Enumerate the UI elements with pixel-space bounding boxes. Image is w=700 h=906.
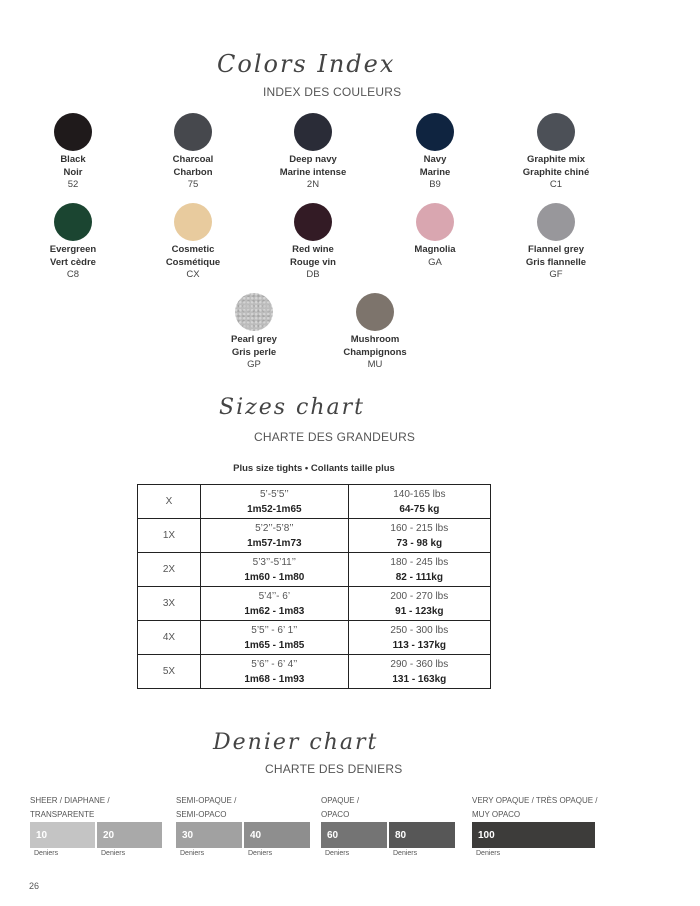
color-code: GP <box>247 359 261 370</box>
denier-group <box>472 794 598 857</box>
denier-group-label-line2: OPACO <box>321 810 350 819</box>
height-cell <box>201 553 349 587</box>
color-dot <box>356 293 394 331</box>
weight-imperial: 140-165 lbs <box>393 488 446 500</box>
color-name-en: Magnolia <box>414 244 456 255</box>
height-cell <box>201 621 349 655</box>
height-imperial: 5’6’’ - 6’ 4’’ <box>251 658 298 670</box>
denier-unit-label: Deniers <box>325 850 350 857</box>
color-swatch <box>315 293 435 372</box>
weight-cell <box>348 485 490 519</box>
denier-group <box>176 794 310 857</box>
denier-group-label-line1: VERY OPAQUE / TRÈS OPAQUE / <box>472 796 598 805</box>
color-swatch <box>133 203 253 282</box>
color-swatch <box>375 113 495 192</box>
denier-value-box: 60 <box>321 822 387 848</box>
denier-unit-label: Deniers <box>180 850 205 857</box>
color-dot <box>537 203 575 241</box>
color-name-en: Charcoal <box>172 154 214 165</box>
weight-metric: 113 - 137kg <box>392 639 447 651</box>
denier-group-label-line2: MUY OPACO <box>472 810 521 819</box>
color-swatch <box>496 203 616 282</box>
color-name-fr: Gris flannelle <box>525 256 587 268</box>
color-dot <box>174 113 212 151</box>
color-name-fr: Gris perle <box>231 346 277 358</box>
denier-value-box: 80 <box>389 822 455 848</box>
size-table-caption: Plus size tights • Collants taille plus <box>233 463 395 474</box>
color-swatch <box>133 113 253 192</box>
denier-group-label-line2: TRANSPARENTE <box>30 810 95 819</box>
height-imperial: 5’-5’5’’ <box>259 488 289 500</box>
color-name-fr: Marine intense <box>279 166 347 178</box>
color-dot <box>294 203 332 241</box>
table-row <box>138 553 491 587</box>
color-name-en: Cosmetic <box>171 244 215 255</box>
color-swatch <box>253 113 373 192</box>
height-metric: 1m68 - 1m93 <box>244 673 305 685</box>
weight-imperial: 180 - 245 lbs <box>390 556 449 568</box>
weight-metric: 64-75 kg <box>399 503 440 515</box>
denier-unit-label: Deniers <box>248 850 273 857</box>
weight-imperial: 290 - 360 lbs <box>390 658 449 670</box>
table-row <box>138 485 491 519</box>
table-row <box>138 621 491 655</box>
height-cell <box>201 519 349 553</box>
denier-chart-subtitle: CHARTE DES DENIERS <box>265 762 403 776</box>
denier-bar <box>176 822 242 857</box>
height-cell <box>201 485 349 519</box>
color-name-en: Flannel grey <box>528 244 584 255</box>
size-table <box>137 484 491 689</box>
colors-index-title: Colors Index <box>217 50 396 78</box>
height-imperial: 5’3’’-5’11’’ <box>252 556 297 568</box>
color-code: GF <box>549 269 563 280</box>
weight-metric: 91 - 123kg <box>395 605 444 617</box>
color-name-en: Pearl grey <box>231 334 277 345</box>
height-metric: 1m52-1m65 <box>247 503 302 515</box>
colors-index-subtitle: INDEX DES COULEURS <box>263 85 402 99</box>
color-dot <box>416 113 454 151</box>
color-swatch <box>13 203 133 282</box>
color-name-fr: Rouge vin <box>290 256 336 268</box>
denier-value-box: 40 <box>244 822 310 848</box>
denier-unit-label: Deniers <box>34 850 59 857</box>
color-dot <box>537 113 575 151</box>
color-code: CX <box>186 269 200 280</box>
denier-group <box>30 794 162 857</box>
height-imperial: 5’4’’- 6’ <box>258 590 291 602</box>
color-dot <box>174 203 212 241</box>
denier-unit-label: Deniers <box>101 850 126 857</box>
color-name-en: Graphite mix <box>526 154 586 165</box>
table-row <box>138 655 491 689</box>
color-code: C8 <box>66 269 80 280</box>
color-name-fr: Marine <box>419 166 451 178</box>
denier-group-label <box>176 794 310 822</box>
size-cell: 1X <box>138 519 201 553</box>
denier-group-label-line1: SEMI-OPAQUE / <box>176 796 237 805</box>
height-metric: 1m60 - 1m80 <box>244 571 305 583</box>
color-code: 2N <box>306 179 320 190</box>
denier-group-label-line1: OPAQUE / <box>321 796 360 805</box>
weight-imperial: 200 - 270 lbs <box>390 590 449 602</box>
color-swatch <box>194 293 314 372</box>
denier-bar <box>472 822 595 857</box>
weight-cell <box>348 655 490 689</box>
color-name-fr: Noir <box>63 166 83 178</box>
page-number: 26 <box>29 881 40 891</box>
denier-bar <box>389 822 455 857</box>
denier-unit-label: Deniers <box>476 850 501 857</box>
color-name-fr: Charbon <box>173 166 213 178</box>
weight-metric: 73 - 98 kg <box>396 537 443 549</box>
color-code: DB <box>306 269 320 280</box>
color-name-en: Red wine <box>292 244 334 255</box>
color-dot <box>235 293 273 331</box>
denier-value-box: 100 <box>472 822 595 848</box>
color-code: B9 <box>429 179 441 190</box>
denier-group-label <box>472 794 598 822</box>
table-row <box>138 519 491 553</box>
color-name-en: Evergreen <box>49 244 97 255</box>
denier-bar <box>97 822 162 857</box>
height-imperial: 5’5’’ - 6’ 1’’ <box>251 624 298 636</box>
denier-group-label-line1: SHEER / DIAPHANE / <box>30 796 110 805</box>
weight-imperial: 250 - 300 lbs <box>390 624 449 636</box>
denier-value-box: 20 <box>97 822 162 848</box>
denier-group <box>321 794 455 857</box>
weight-cell <box>348 553 490 587</box>
weight-cell <box>348 621 490 655</box>
table-row <box>138 587 491 621</box>
height-metric: 1m65 - 1m85 <box>244 639 305 651</box>
color-name-en: Mushroom <box>350 334 400 345</box>
size-cell: X <box>138 485 201 519</box>
weight-cell <box>348 587 490 621</box>
weight-imperial: 160 - 215 lbs <box>390 522 449 534</box>
sizes-chart-title: Sizes chart <box>219 395 365 420</box>
color-name-fr: Vert cèdre <box>50 256 96 268</box>
height-metric: 1m57-1m73 <box>247 537 302 549</box>
color-dot <box>54 113 92 151</box>
color-code: C1 <box>549 179 563 190</box>
height-cell <box>201 655 349 689</box>
color-swatch <box>375 203 495 269</box>
sizes-chart-subtitle: CHARTE DES GRANDEURS <box>254 430 416 444</box>
color-code: GA <box>428 256 442 268</box>
denier-group-label <box>30 794 162 822</box>
size-cell: 4X <box>138 621 201 655</box>
weight-metric: 131 - 163kg <box>392 673 447 685</box>
size-cell: 2X <box>138 553 201 587</box>
color-name-fr: Graphite chiné <box>522 166 590 178</box>
height-metric: 1m62 - 1m83 <box>244 605 305 617</box>
color-swatch <box>13 113 133 192</box>
weight-cell <box>348 519 490 553</box>
color-name-fr: Cosmétique <box>165 256 221 268</box>
color-code: 75 <box>187 179 199 190</box>
height-cell <box>201 587 349 621</box>
denier-group-label-line2: SEMI-OPACO <box>176 810 227 819</box>
denier-chart-title: Denier chart <box>213 730 379 755</box>
size-cell: 5X <box>138 655 201 689</box>
color-name-fr: Champignons <box>343 346 407 358</box>
size-cell: 3X <box>138 587 201 621</box>
color-dot <box>294 113 332 151</box>
height-imperial: 5’2’’-5’8’’ <box>255 522 294 534</box>
color-dot <box>416 203 454 241</box>
color-name-en: Black <box>60 154 86 165</box>
color-dot <box>54 203 92 241</box>
denier-value-box: 10 <box>30 822 95 848</box>
denier-bar <box>244 822 310 857</box>
color-swatch <box>253 203 373 282</box>
denier-unit-label: Deniers <box>393 850 418 857</box>
color-swatch <box>496 113 616 192</box>
denier-group-label <box>321 794 455 822</box>
color-code: MU <box>367 359 383 370</box>
color-code: 52 <box>67 179 79 190</box>
denier-value-box: 30 <box>176 822 242 848</box>
color-name-en: Navy <box>423 154 447 165</box>
color-name-en: Deep navy <box>289 154 337 165</box>
denier-bar <box>30 822 95 857</box>
denier-bar <box>321 822 387 857</box>
weight-metric: 82 - 111kg <box>395 571 443 583</box>
